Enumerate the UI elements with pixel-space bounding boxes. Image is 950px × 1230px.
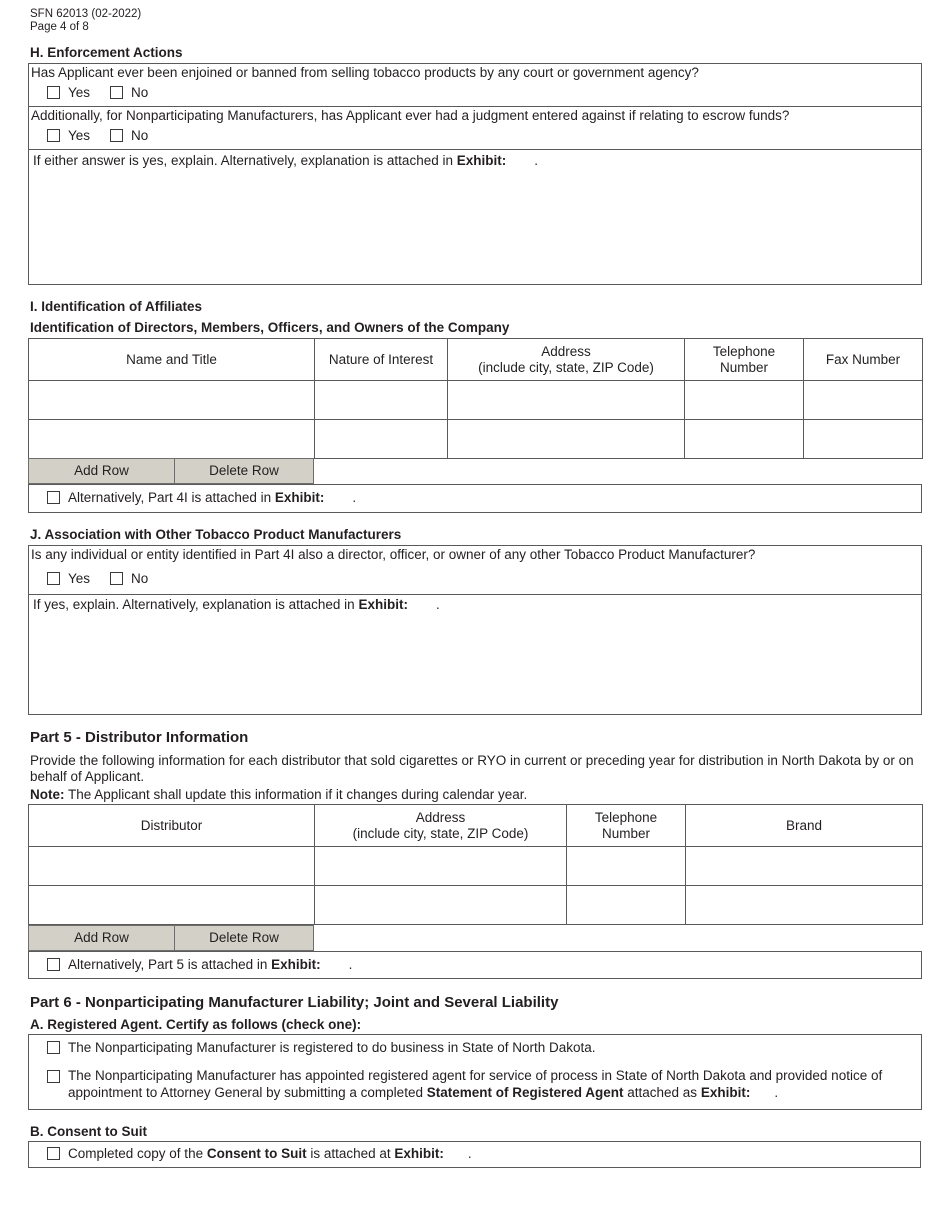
table-header-row <box>29 805 923 847</box>
q1-no-option[interactable] <box>110 85 148 100</box>
col-brand: Brand <box>686 805 923 847</box>
table-row <box>29 381 923 420</box>
section-i-title: I. Identification of Affiliates <box>30 299 203 314</box>
enforcement-explain-prompt: If either answer is yes, explain. Alternatively, explanation is attached in Exhibit: . <box>33 153 538 168</box>
table-row <box>29 847 923 886</box>
table-row <box>29 886 923 925</box>
q2-no-label: No <box>131 128 149 143</box>
address-input[interactable] <box>448 381 685 420</box>
address-input[interactable] <box>448 420 685 459</box>
q1-no-checkbox[interactable] <box>110 86 123 99</box>
q2-yes-checkbox[interactable] <box>47 129 60 142</box>
distributor-add-row-button[interactable]: Add Row <box>28 925 175 951</box>
nature-interest-input[interactable] <box>315 420 448 459</box>
q2-yes-label: Yes <box>68 128 91 143</box>
enforcement-question-1: Has Applicant ever been enjoined or banned from selling tobacco products by any court or government agency? <box>31 65 699 80</box>
affiliates-table <box>28 338 923 459</box>
enforcement-question-2: Additionally, for Nonparticipating Manufacturers, has Applicant ever had a judgment entered against if relating to escrow funds? <box>31 108 790 123</box>
nature-interest-input[interactable] <box>315 381 448 420</box>
affiliates-delete-row-button[interactable]: Delete Row <box>174 458 314 484</box>
q1-yes-checkbox[interactable] <box>47 86 60 99</box>
divider <box>29 106 921 107</box>
j-yes-checkbox[interactable] <box>47 572 60 585</box>
consent-checkbox[interactable] <box>47 1147 60 1160</box>
enforcement-box <box>28 63 922 285</box>
col-nature-interest: Nature of Interest <box>315 339 448 381</box>
part-6-title: Part 6 - Nonparticipating Manufacturer Liability; Joint and Several Liability <box>30 994 559 1011</box>
section-h-title: H. Enforcement Actions <box>30 45 183 60</box>
fax-input[interactable] <box>804 420 923 459</box>
telephone-input[interactable] <box>567 847 686 886</box>
distributor-exhibit-checkbox[interactable] <box>47 958 60 971</box>
col-distributor: Distributor <box>29 805 315 847</box>
divider <box>29 594 921 595</box>
enforcement-explanation-textarea[interactable] <box>29 172 921 284</box>
address-input[interactable] <box>315 847 567 886</box>
association-box <box>28 545 922 715</box>
consent-option[interactable]: Completed copy of the Consent to Suit is attached at Exhibit: . <box>47 1146 472 1161</box>
registered-business-checkbox[interactable] <box>47 1041 60 1054</box>
association-explanation-textarea[interactable] <box>29 616 921 714</box>
col-address: Address (include city, state, ZIP Code) <box>315 805 567 847</box>
col-telephone: Telephone Number <box>567 805 686 847</box>
distributor-input[interactable] <box>29 886 315 925</box>
telephone-input[interactable] <box>685 420 804 459</box>
telephone-input[interactable] <box>685 381 804 420</box>
brand-input[interactable] <box>686 886 923 925</box>
consent-box <box>28 1141 921 1168</box>
j-no-label: No <box>131 571 149 586</box>
registered-option-2[interactable]: The Nonparticipating Manufacturer has appointed registered agent for service of process in State of North Dakota and provided notice of appointment to Attorney General by submitting a completed Statement of Registered Agent attached as Exhibit: . <box>68 1068 883 1100</box>
affiliates-alternative-box <box>28 484 922 513</box>
affiliates-exhibit-checkbox[interactable] <box>47 491 60 504</box>
col-address: Address (include city, state, ZIP Code) <box>448 339 685 381</box>
part-5-title: Part 5 - Distributor Information <box>30 729 249 746</box>
registered-option-1[interactable]: The Nonparticipating Manufacturer is registered to do business in State of North Dakota. <box>47 1040 596 1055</box>
page-number: Page 4 of 8 <box>30 21 89 33</box>
brand-input[interactable] <box>686 847 923 886</box>
divider <box>29 149 921 150</box>
col-telephone: Telephone Number <box>685 339 804 381</box>
distributor-delete-row-button[interactable]: Delete Row <box>174 925 314 951</box>
distributor-input[interactable] <box>29 847 315 886</box>
form-header <box>30 8 141 34</box>
affiliates-exhibit-option[interactable]: Alternatively, Part 4I is attached in Exhibit: . <box>47 490 356 505</box>
association-explain-prompt: If yes, explain. Alternatively, explanation is attached in Exhibit: . <box>33 597 440 612</box>
name-title-input[interactable] <box>29 381 315 420</box>
q1-yes-option[interactable] <box>47 85 90 100</box>
q1-yes-label: Yes <box>68 85 91 100</box>
name-title-input[interactable] <box>29 420 315 459</box>
section-i-subtitle: Identification of Directors, Members, Officers, and Owners of the Company <box>30 320 510 335</box>
affiliates-add-row-button[interactable]: Add Row <box>28 458 175 484</box>
distributor-table <box>28 804 923 925</box>
form-id: SFN 62013 (02-2022) <box>30 8 142 20</box>
telephone-input[interactable] <box>567 886 686 925</box>
fax-input[interactable] <box>804 381 923 420</box>
distributor-alternative-box <box>28 951 922 979</box>
q2-no-checkbox[interactable] <box>110 129 123 142</box>
q2-yes-option[interactable] <box>47 128 90 143</box>
j-yes-label: Yes <box>68 571 91 586</box>
part-5-description: Provide the following information for each distributor that sold cigarettes or RYO in current or preceding year for distribution in North Dakota by or on behalf of Applicant. <box>30 753 914 784</box>
registered-agent-box <box>28 1034 922 1110</box>
part-5-note: Note: The Applicant shall update this information if it changes during calendar year. <box>30 787 528 802</box>
address-input[interactable] <box>315 886 567 925</box>
registered-agent-checkbox[interactable] <box>47 1070 60 1083</box>
table-row <box>29 420 923 459</box>
col-fax: Fax Number <box>804 339 923 381</box>
col-name-title: Name and Title <box>29 339 315 381</box>
q2-no-option[interactable] <box>110 128 148 143</box>
j-no-checkbox[interactable] <box>110 572 123 585</box>
q1-no-label: No <box>131 85 149 100</box>
association-question: Is any individual or entity identified in Part 4I also a director, officer, or owner of any other Tobacco Product Manufacturer? <box>31 547 756 562</box>
section-j-title: J. Association with Other Tobacco Product Manufacturers <box>30 527 402 542</box>
j-yes-option[interactable] <box>47 571 90 586</box>
distributor-exhibit-option[interactable]: Alternatively, Part 5 is attached in Exhibit: . <box>47 957 352 972</box>
section-6b-title: B. Consent to Suit <box>30 1124 147 1139</box>
j-no-option[interactable] <box>110 571 148 586</box>
table-header-row <box>29 339 923 381</box>
section-6a-title: A. Registered Agent. Certify as follows (check one): <box>30 1017 362 1032</box>
